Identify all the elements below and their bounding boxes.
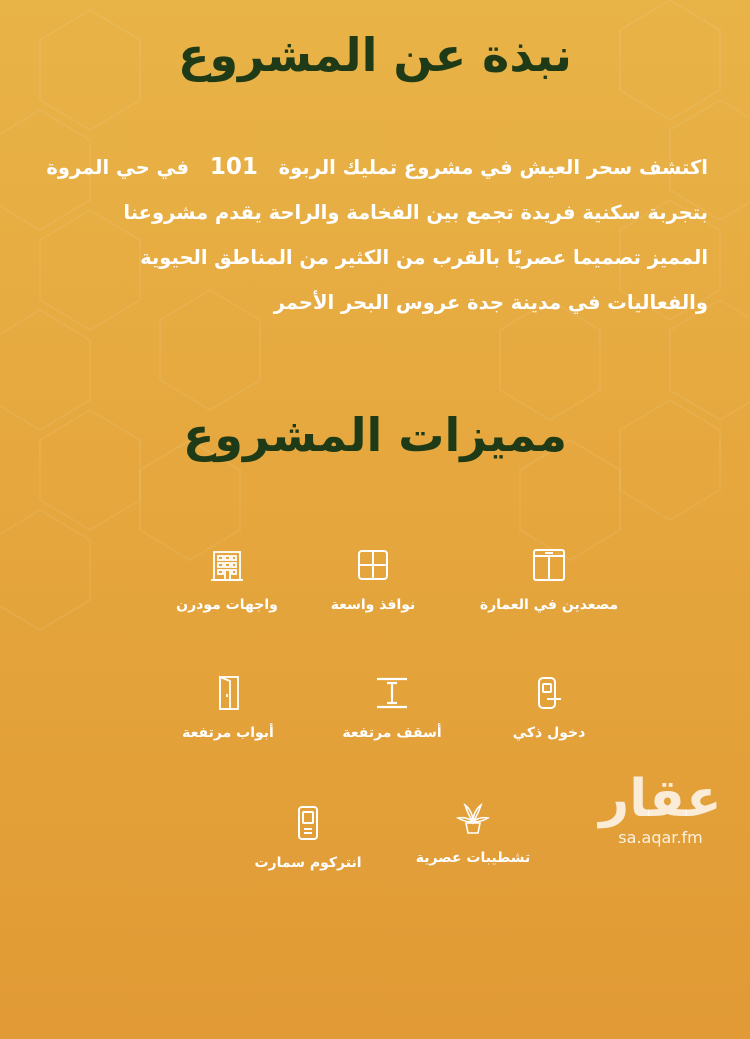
description-line-1-start: اكتشف سحر العيش في مشروع تمليك الربوة — [278, 156, 708, 179]
window-icon — [355, 547, 391, 583]
feature-label: مصعدين في العمارة — [479, 597, 619, 613]
smart-lock-icon — [531, 675, 567, 711]
description-line-3: المميز تصميما عصريًا بالقرب من الكثير من المناطق الحيوية — [140, 246, 708, 269]
aqar-watermark — [598, 770, 723, 847]
feature-modern-facades — [132, 547, 322, 613]
feature-label: نوافذ واسعة — [330, 597, 416, 613]
feature-label: واجهات مودرن — [176, 597, 278, 613]
project-number: 101 — [209, 154, 258, 180]
feature-smart-intercom — [213, 805, 403, 871]
intercom-icon — [290, 805, 326, 841]
aqar-url: sa.aqar.fm — [618, 828, 703, 847]
feature-label: دخول ذكي — [512, 725, 586, 741]
feature-high-ceilings — [297, 675, 487, 741]
project-features-title: مميزات المشروع — [182, 408, 568, 462]
feature-label: تشطيبات عصرية — [415, 850, 531, 866]
feature-high-doors — [133, 675, 323, 741]
aqar-logo-text: عقار — [599, 769, 722, 829]
plant-icon — [455, 800, 491, 836]
description-line-2: بتجربة سكنية فريدة تجمع بين الفخامة والراحة يقدم مشروعنا — [123, 201, 708, 224]
feature-elevators — [454, 547, 644, 613]
building-facade-icon — [209, 547, 245, 583]
description-line-1-end: في حي المروة — [46, 156, 190, 179]
feature-label: أسقف مرتفعة — [342, 725, 442, 741]
high-ceiling-icon — [374, 675, 410, 711]
elevator-icon — [531, 547, 567, 583]
feature-modern-finishes — [378, 800, 568, 866]
description-line-4: والفعاليات في مدينة جدة عروس البحر الأحمر — [273, 291, 708, 314]
feature-label: انتركوم سمارت — [254, 855, 362, 871]
about-project-title: نبذة عن المشروع — [178, 28, 572, 82]
door-icon — [210, 675, 246, 711]
feature-label: أبواب مرتفعة — [182, 725, 274, 741]
